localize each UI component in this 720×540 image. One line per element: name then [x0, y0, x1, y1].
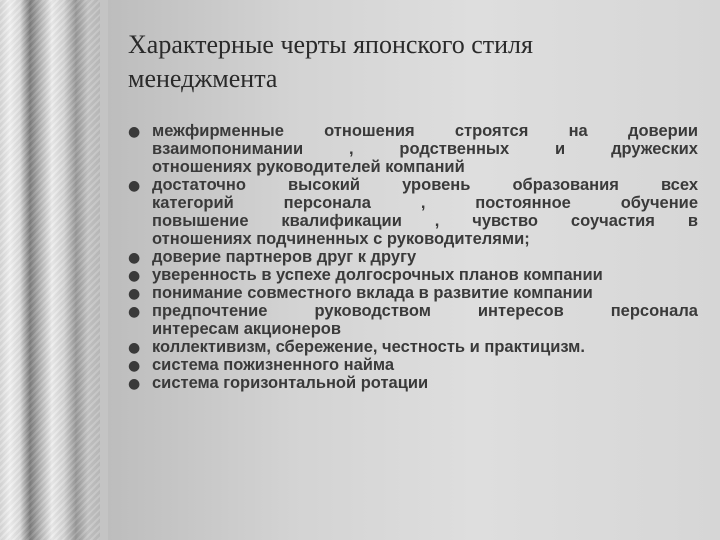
slide-title — [128, 28, 698, 96]
item-line: система пожизненного найма — [152, 356, 395, 374]
list-item — [128, 122, 698, 176]
title-line-1: Характерные черты японского стиля — [128, 30, 533, 59]
bullet-icon: ● — [128, 268, 141, 284]
bullet-icon: ● — [128, 376, 141, 392]
item-line: взаимопонимании , родственных и дружеских — [152, 140, 698, 158]
bullet-icon: ● — [128, 124, 141, 140]
decorative-side-bar — [0, 0, 100, 540]
list-item — [128, 248, 698, 266]
item-line: коллективизм, сбережение, честность и практицизм. — [152, 338, 585, 356]
list-item — [128, 338, 698, 356]
list-item — [128, 284, 698, 302]
item-line: доверие партнеров друг к другу — [152, 248, 417, 266]
item-line: интересам акционеров — [152, 320, 341, 338]
bullet-icon: ● — [128, 250, 141, 266]
bullet-icon: ● — [128, 286, 141, 302]
item-line: достаточно высокий уровень образования всех — [152, 176, 698, 194]
item-line: отношениях руководителей компаний — [152, 158, 465, 176]
bullet-list — [128, 122, 698, 392]
item-line: предпочтение руководством интересов персонала — [152, 302, 698, 320]
bullet-icon: ● — [128, 358, 141, 374]
bullet-icon: ● — [128, 178, 141, 194]
list-item — [128, 356, 698, 374]
bullet-icon: ● — [128, 304, 141, 320]
list-item — [128, 374, 698, 392]
item-line: система горизонтальной ротации — [152, 374, 429, 392]
item-line: категорий персонала , постоянное обучение — [152, 194, 698, 212]
item-line: понимание совместного вклада в развитие компании — [152, 284, 593, 302]
list-item — [128, 302, 698, 338]
list-item — [128, 176, 698, 248]
item-line: уверенность в успехе долгосрочных планов компании — [152, 266, 603, 284]
list-item — [128, 266, 698, 284]
bullet-icon: ● — [128, 340, 141, 356]
item-line: межфирменные отношения строятся на доверии — [152, 122, 698, 140]
title-line-2: менеджмента — [128, 64, 278, 93]
item-line: повышение квалификации , чувство соучастия в — [152, 212, 698, 230]
item-line: отношениях подчиненных с руководителями; — [152, 230, 530, 248]
